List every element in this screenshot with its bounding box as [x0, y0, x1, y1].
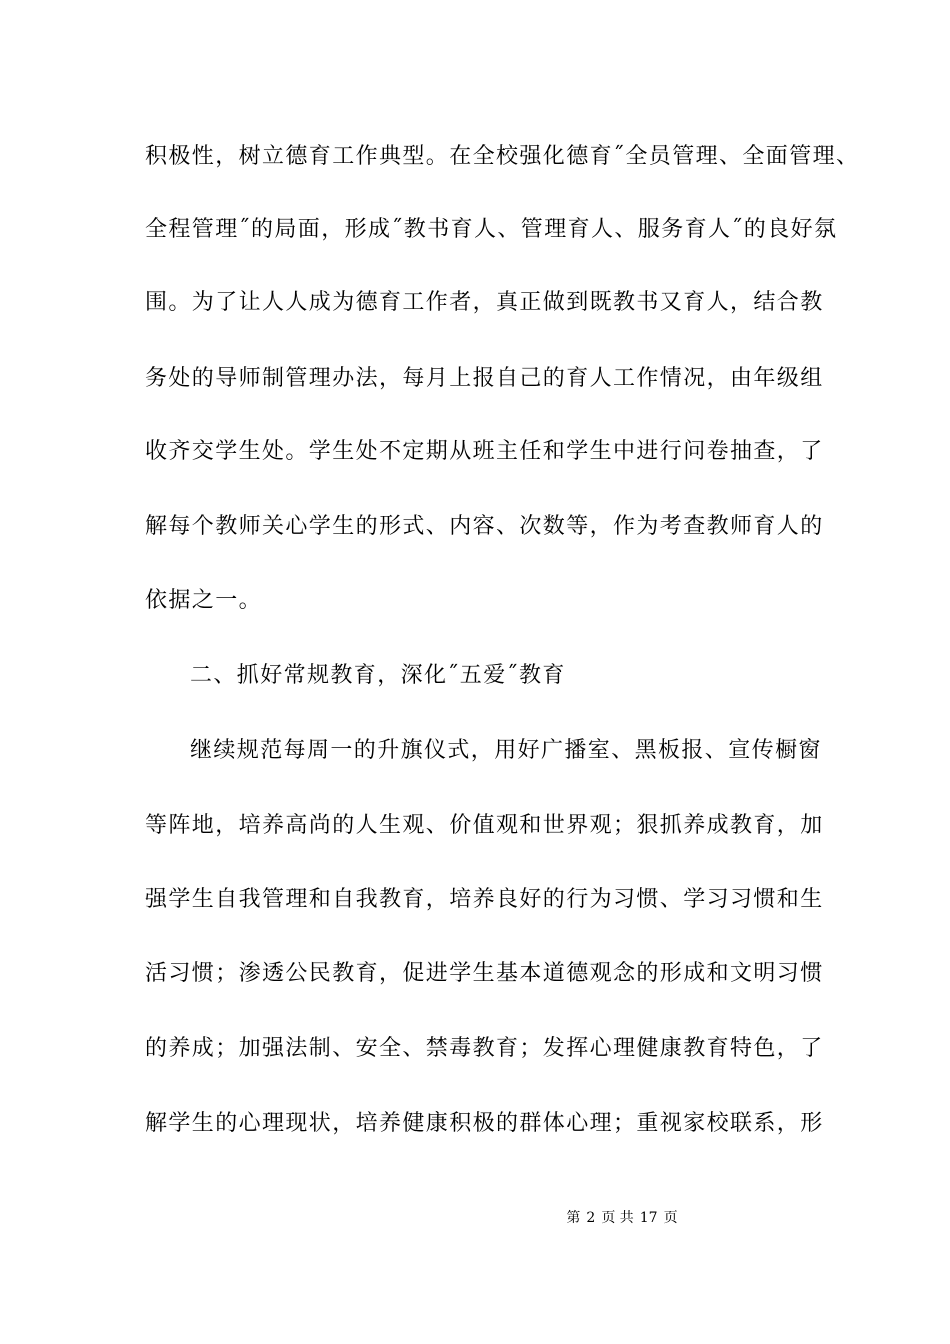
- footer-total-pages: 17: [639, 1210, 658, 1226]
- footer-mid: 页 共: [601, 1210, 634, 1226]
- body-line-12: 活习惯；渗透公民教育，促进学生基本道德观念的形成和文明习惯: [145, 961, 824, 986]
- body-line-13: 的养成；加强法制、安全、禁毒教育；发挥心理健康教育特色，了: [145, 1036, 824, 1061]
- section-heading: 二、抓好常规教育，深化˝五爱˝教育: [190, 663, 566, 688]
- body-line-14: 解学生的心理现状，培养健康积极的群体心理；重视家校联系，形: [145, 1111, 824, 1136]
- body-line-7: 依据之一。: [145, 588, 263, 613]
- body-line-11: 强学生自我管理和自我教育，培养良好的行为习惯、学习习惯和生: [145, 887, 824, 912]
- body-line-4: 务处的导师制管理办法，每月上报自己的育人工作情况，由年级组: [145, 366, 824, 391]
- body-line-1: 积极性，树立德育工作典型。在全校强化德育˝全员管理、全面管理、: [145, 144, 860, 169]
- body-line-5: 收齐交学生处。学生处不定期从班主任和学生中进行问卷抽查，了: [145, 439, 824, 464]
- body-line-10: 等阵地，培养高尚的人生观、价值观和世界观；狠抓养成教育，加: [145, 813, 824, 838]
- body-line-6: 解每个教师关心学生的形式、内容、次数等，作为考查教师育人的: [145, 514, 824, 539]
- body-line-2: 全程管理˝的局面，形成˝教书育人、管理育人、服务育人˝的良好氛: [145, 217, 838, 242]
- footer-prefix: 第: [566, 1210, 581, 1226]
- body-line-9: 继续规范每周一的升旗仪式，用好广播室、黑板报、宣传橱窗: [190, 738, 822, 763]
- body-line-3: 围。为了让人人成为德育工作者，真正做到既教书又育人，结合教: [145, 290, 824, 315]
- footer-current-page: 2: [586, 1210, 596, 1226]
- footer-suffix: 页: [663, 1210, 678, 1226]
- page-footer: [0, 1208, 950, 1228]
